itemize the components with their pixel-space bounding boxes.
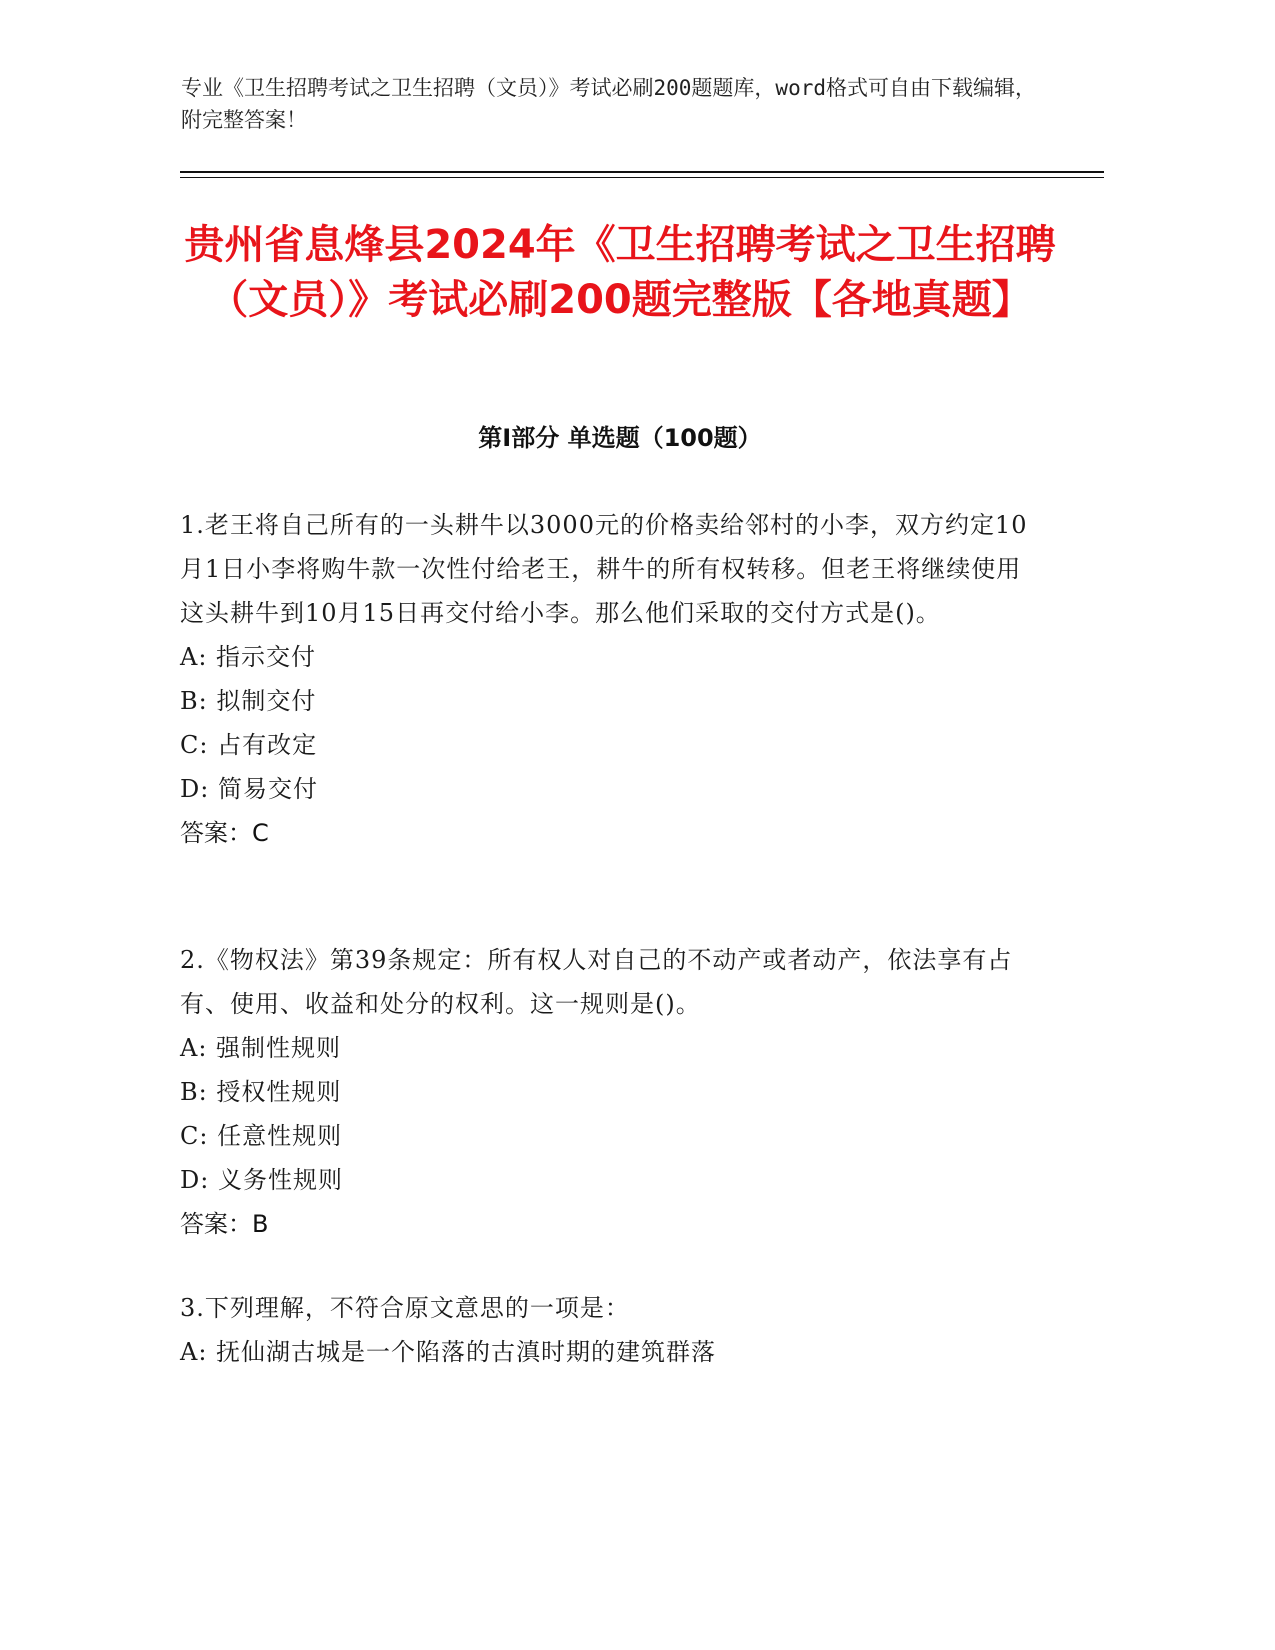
question-text: 1.老王将自己所有的一头耕牛以3000元的价格卖给邻村的小李，双方约定10月1日小李将购牛款一次性付给老王，耕牛的所有权转移。但老王将继续使用这头耕牛到10月15日再交付给小李。那么他们采取的交付方式是()。 <box>180 511 1028 627</box>
option-d: D: 简易交付 <box>180 775 318 803</box>
answer: 答案：C <box>180 819 269 847</box>
option-a: A: 指示交付 <box>180 643 317 671</box>
question-text: 2.《物权法》第39条规定：所有权人对自己的不动产或者动产，依法享有占有、使用、收益和处分的权利。这一规则是()。 <box>180 946 1013 1018</box>
answer: 答案：B <box>180 1210 269 1238</box>
option-b: B: 拟制交付 <box>180 687 317 715</box>
question-2 <box>180 938 1040 1246</box>
question-3 <box>180 1286 1040 1374</box>
option-a: A: 强制性规则 <box>180 1034 342 1062</box>
option-c: C: 任意性规则 <box>180 1122 343 1150</box>
section-title: 第I部分 单选题（100题） <box>478 424 762 452</box>
header-divider-thin <box>180 177 1104 178</box>
option-b: B: 授权性规则 <box>180 1078 342 1106</box>
option-d: D: 义务性规则 <box>180 1166 343 1194</box>
question-1 <box>180 503 1040 855</box>
header-divider-thick <box>180 171 1104 173</box>
header-note: 专业《卫生招聘考试之卫生招聘（文员）》考试必刷200题题库，word格式可自由下载编辑，附完整答案！ <box>181 76 1036 132</box>
question-text: 3.下列理解，不符合原文意思的一项是： <box>180 1294 630 1322</box>
document-title: 贵州省息烽县2024年《卫生招聘考试之卫生招聘（文员）》考试必刷200题完整版【各地真题】 <box>184 222 1056 323</box>
option-c: C: 占有改定 <box>180 731 318 759</box>
option-a: A: 抚仙湖古城是一个陷落的古滇时期的建筑群落 <box>180 1338 717 1366</box>
